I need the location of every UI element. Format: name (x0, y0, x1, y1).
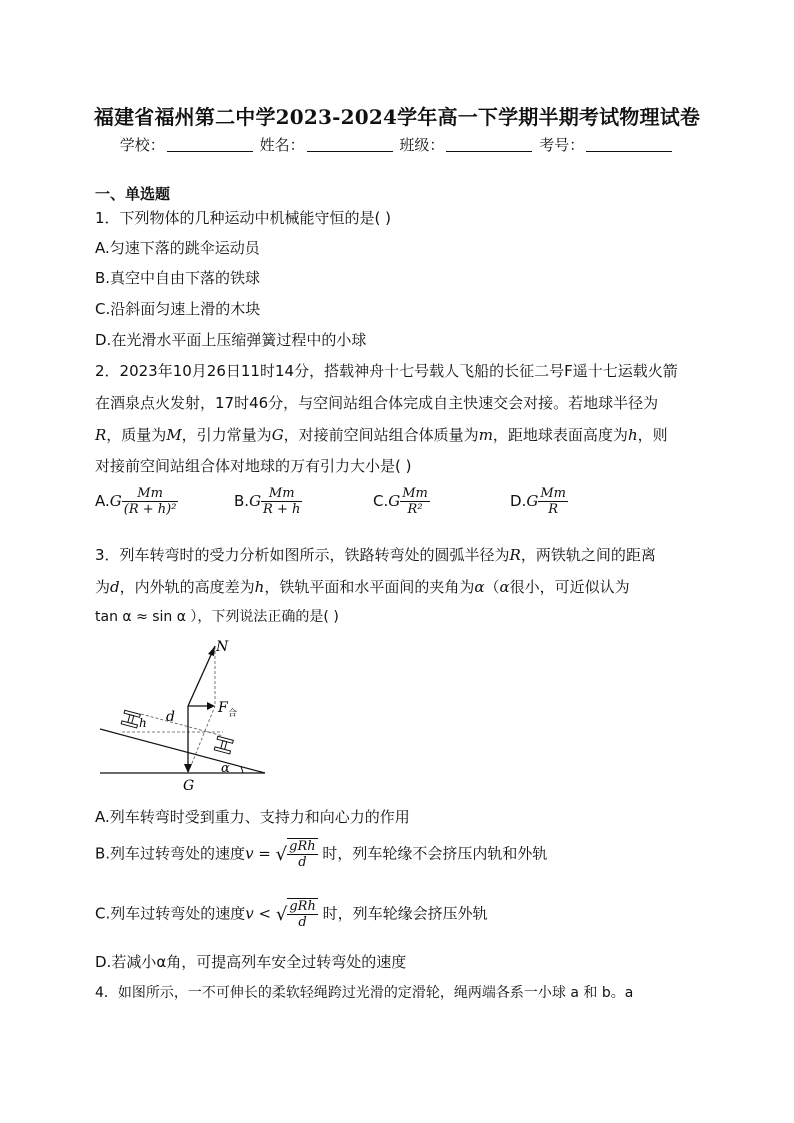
q1-option-d: D.在光滑水平面上压缩弹簧过程中的小球 (95, 331, 367, 349)
q2-line-4: 对接前空间站组合体对地球的万有引力大小是( ) (95, 457, 412, 475)
q3-option-d: D.若减小α角，可提高列车安全过转弯处的速度 (95, 953, 407, 971)
class-label: 班级： (399, 136, 445, 154)
q3-option-c: C.列车过转弯处的速度v < √ $\frac{\text{gRh}}{d}$ 时，列车轮缘会挤压外轨 (95, 899, 488, 930)
slope-line (100, 729, 265, 773)
exam-title: 福建省福州第二中学2023-2024学年高一下学期半期考试物理试卷 (93, 105, 701, 129)
q1-option-b: B.真空中自由下落的铁球 (95, 269, 261, 287)
q2-line-1: 2．2023年10月26日11时14分，搭载神舟十七号载人飞船的长征二号F遥十七运载火箭 (95, 362, 678, 380)
number-label: 考号： (539, 136, 585, 154)
q4-line-1: 4．如图所示，一不可伸长的柔软轻绳跨过光滑的定滑轮，绳两端各系一小球 a 和 b。a (95, 985, 634, 1001)
q1-stem: 1．下列物体的几种运动中机械能守恒的是( ) (95, 209, 392, 227)
name-blank[interactable] (307, 137, 393, 152)
label-d: d (166, 709, 175, 725)
label-f: F (218, 700, 228, 716)
q2-option-b: B.G $\frac{Mm}{R + h}$ (234, 486, 301, 517)
label-n: N (216, 639, 229, 655)
q2-line-3: R，质量为M，引力常量为G，对接前空间站组合体质量为m，距地球表面高度为h，则 (95, 426, 668, 444)
q3-line-2: 为d，内外轨的高度差为h，铁轨平面和水平面间的夹角为α（α很小，可近似认为 (95, 578, 630, 596)
section-heading: 一、单选题 (95, 185, 171, 203)
q1-option-c: C.沿斜面匀速上滑的木块 (95, 300, 261, 318)
label-f-sub: 合 (228, 709, 238, 719)
q3-option-b: B.列车过转弯处的速度v = √ $\frac{\text{gRh}}{d}$ 时，列车轮缘不会挤压内轨和外轨 (95, 839, 548, 870)
q2-option-a: A.G $\frac{Mm}{\text{(R + h)²}}$ (95, 486, 177, 517)
q2-option-c: C.G $\frac{Mm}{\text{R²}}$ (373, 486, 428, 517)
alpha-arc (241, 767, 243, 773)
outer-rail (214, 736, 233, 754)
normal-force-arrow (188, 646, 215, 706)
inner-rail (121, 710, 140, 728)
label-h: h (139, 716, 147, 730)
class-blank[interactable] (446, 137, 532, 152)
school-label: 学校： (119, 136, 165, 154)
label-alpha: α (221, 761, 230, 776)
school-blank[interactable] (167, 137, 253, 152)
q3-option-a: A.列车转弯时受到重力、支持力和向心力的作用 (95, 808, 410, 826)
student-info-line (0, 134, 794, 155)
q3-line-3: tan α ≈ sin α ），下列说法正确的是( ) (95, 609, 339, 625)
q2-line-2: 在酒泉点火发射，17时46分，与空间站组合体完成自主快速交会对接。若地球半径为 (95, 394, 659, 412)
label-g: G (183, 778, 195, 794)
rail-force-diagram (95, 636, 275, 796)
q3-line-1: 3．列车转弯时的受力分析如图所示，铁路转弯处的圆弧半径为R，两铁轨之间的距离 (95, 546, 656, 564)
q1-option-a: A.匀速下落的跳伞运动员 (95, 239, 260, 257)
q2-option-d: D.G $\frac{Mm}{R}$ (510, 486, 566, 517)
name-label: 姓名： (259, 136, 305, 154)
g-to-f-dashed (188, 706, 215, 773)
number-blank[interactable] (586, 137, 672, 152)
